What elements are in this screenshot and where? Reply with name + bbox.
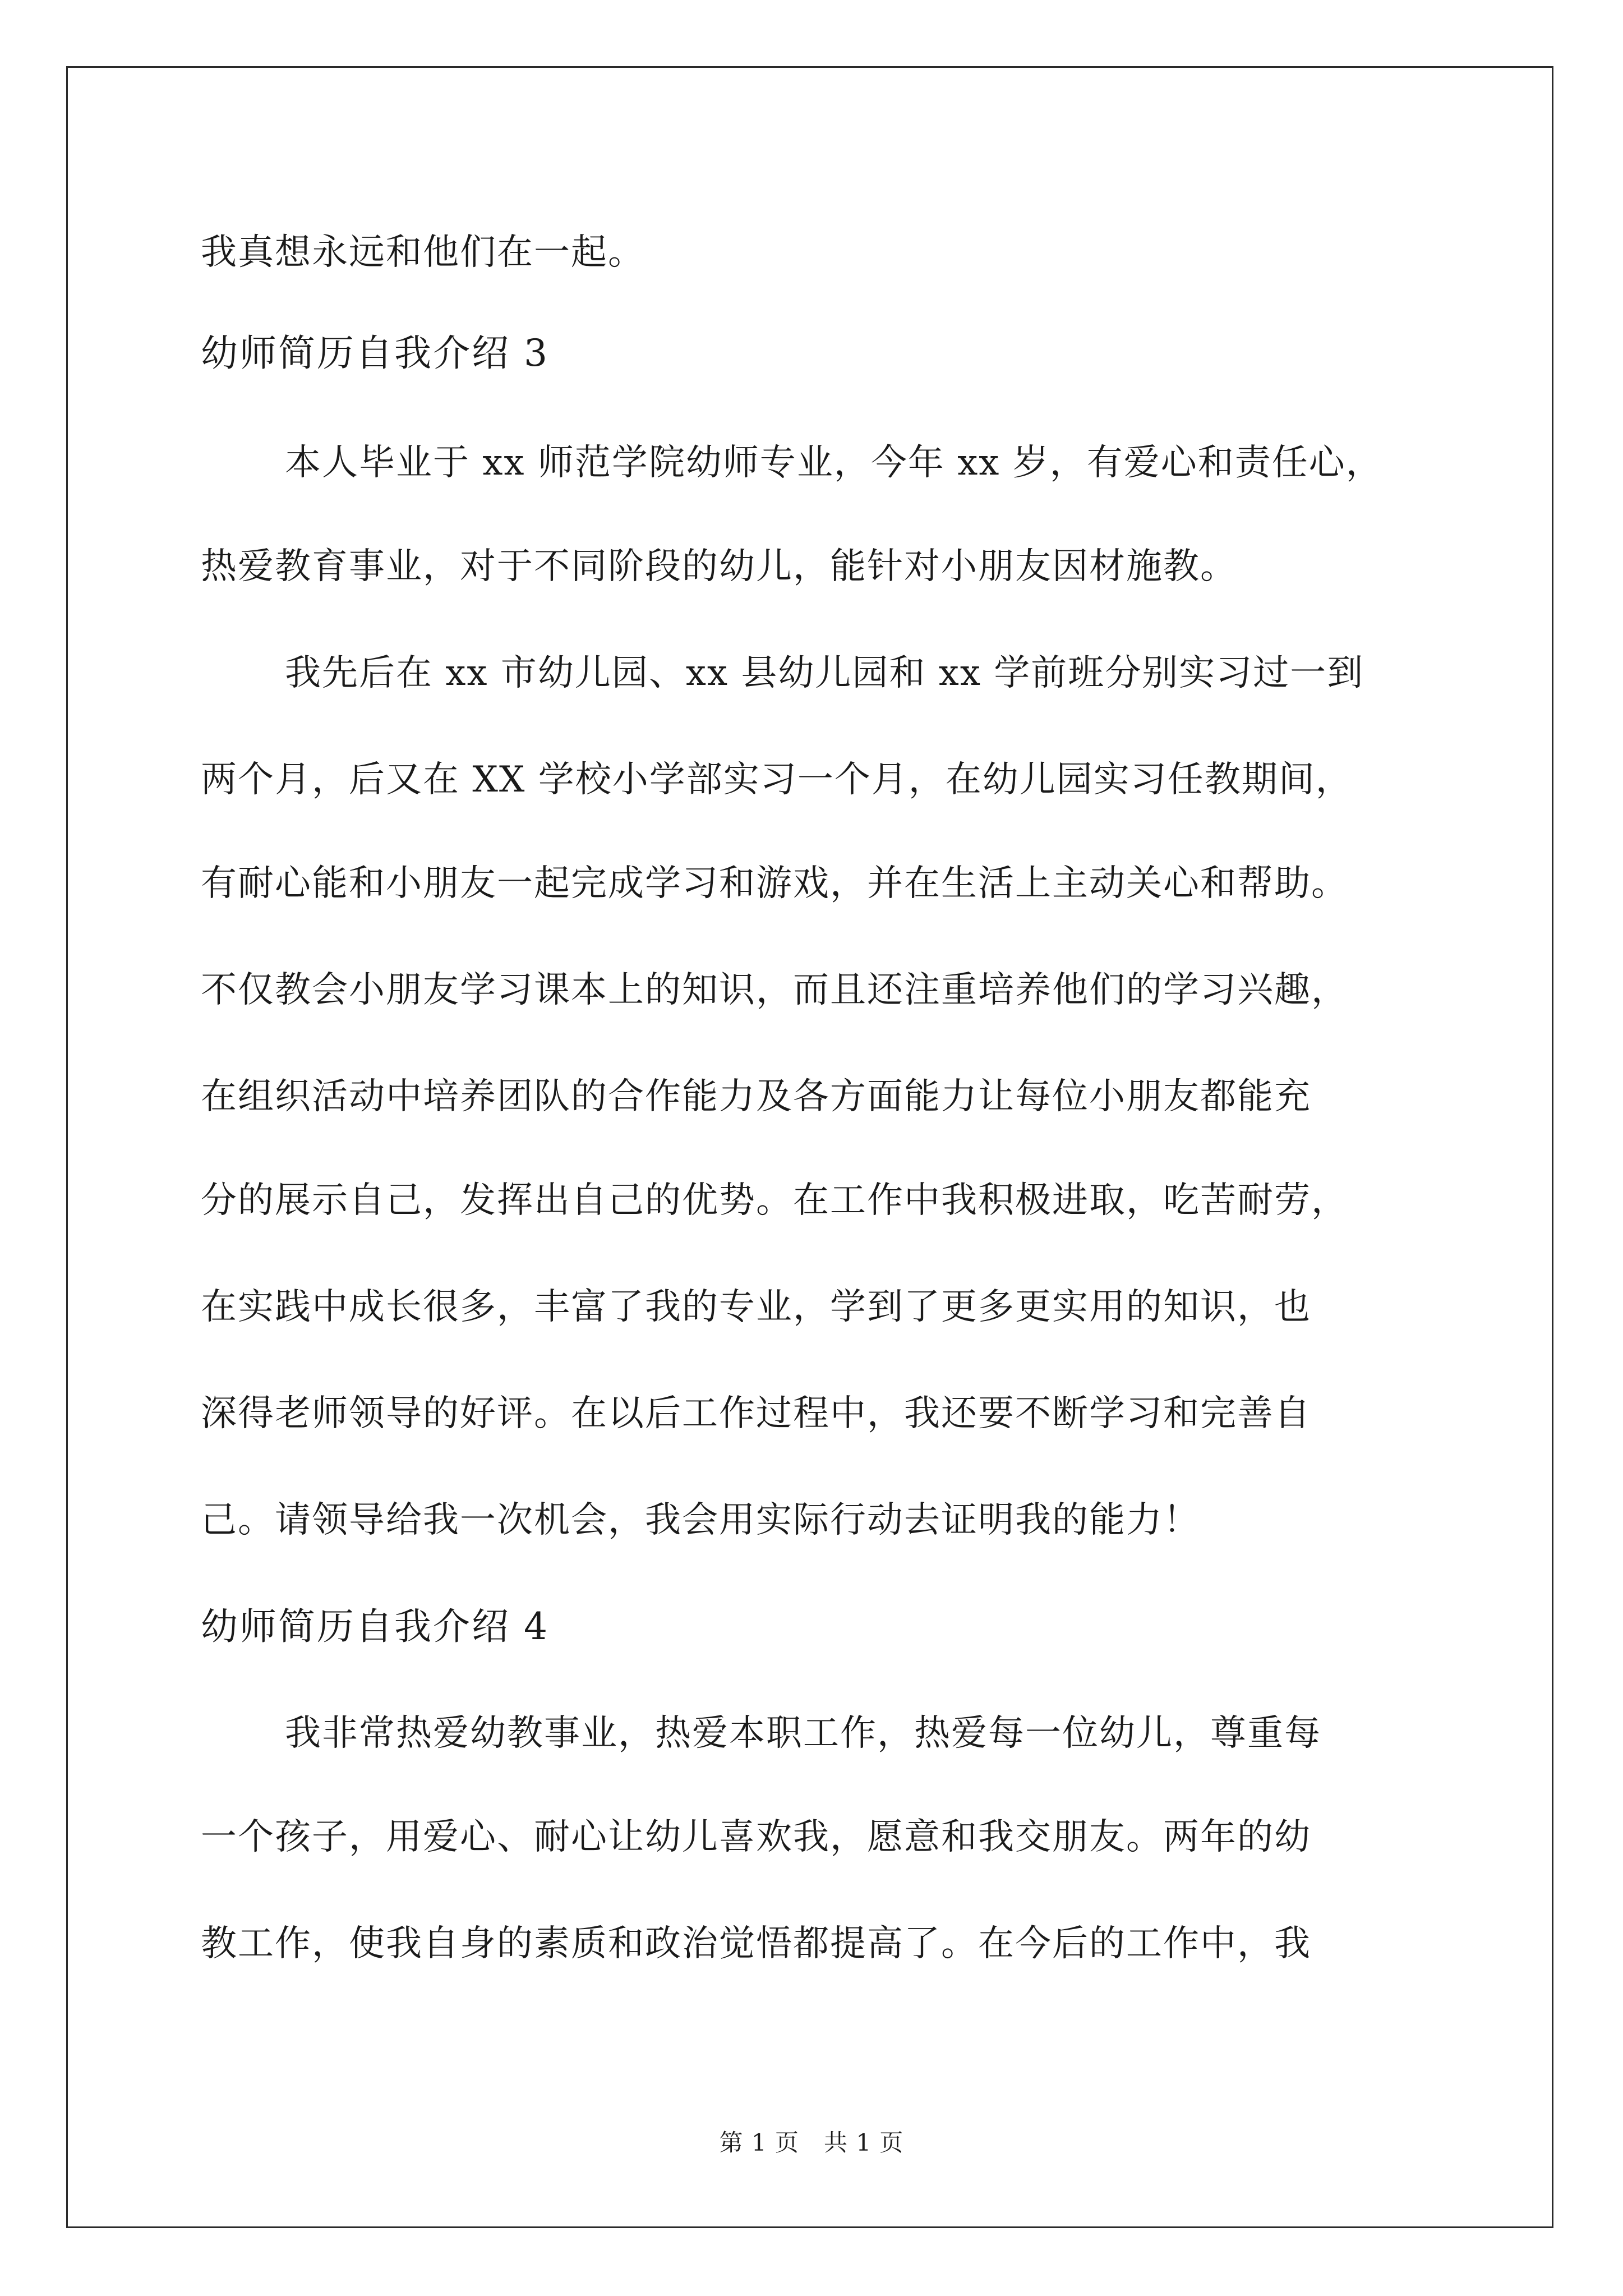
text-line: 在组织活动中培养团队的合作能力及各方面能力让每位小朋友都能充 [201,1076,1311,1117]
paragraph-first-line: 本人毕业于 xx 师范学院幼师专业，今年 xx 岁，有爱心和责任心， [285,442,1383,484]
text-line: 有耐心能和小朋友一起完成学习和游戏，并在生活上主动关心和帮助。 [201,863,1348,904]
page-number: 第 1 页 [719,2129,799,2156]
text-line: 一个孩子，用爱心、耐心让幼儿喜欢我，愿意和我交朋友。两年的幼 [201,1816,1311,1858]
section-heading: 幼师简历自我介绍 4 [201,1605,549,1648]
page-footer [0,2126,1623,2160]
page-total: 共 1 页 [824,2129,904,2156]
section-heading: 幼师简历自我介绍 3 [201,332,549,375]
page-border [66,66,1553,2228]
text-line: 己。请领导给我一次机会，我会用实际行动去证明我的能力！ [201,1499,1200,1541]
paragraph-first-line: 我先后在 xx 市幼儿园、xx 县幼儿园和 xx 学前班分别实习过一到 [285,652,1364,694]
text-line: 在实践中成长很多，丰富了我的专业，学到了更多更实用的知识，也 [201,1286,1311,1328]
text-line: 两个月，后又在 XX 学校小学部实习一个月，在幼儿园实习任教期间， [201,759,1353,800]
text-line: 我真想永远和他们在一起。 [201,232,645,273]
text-line: 教工作，使我自身的素质和政治觉悟都提高了。在今后的工作中，我 [201,1923,1311,1964]
text-line: 不仅教会小朋友学习课本上的知识，而且还注重培养他们的学习兴趣， [201,969,1348,1011]
text-line: 深得老师领导的好评。在以后工作过程中，我还要不断学习和完善自 [201,1393,1311,1434]
text-line: 分的展示自己，发挥出自己的优势。在工作中我积极进取，吃苦耐劳， [201,1180,1348,1221]
text-line: 热爱教育事业，对于不同阶段的幼儿，能针对小朋友因材施教。 [201,546,1237,587]
paragraph-first-line: 我非常热爱幼教事业，热爱本职工作，热爱每一位幼儿，尊重每 [285,1713,1321,1754]
